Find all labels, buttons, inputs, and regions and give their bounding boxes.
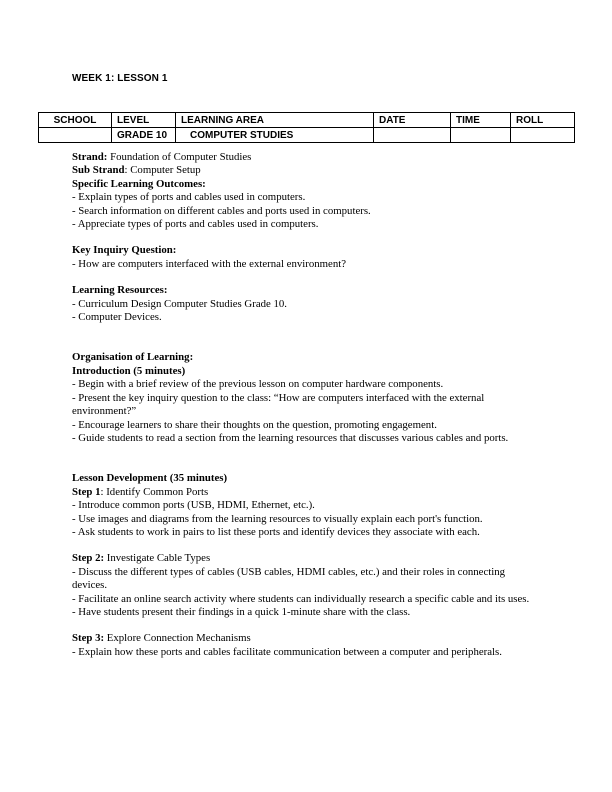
table-header-row: [39, 113, 575, 128]
header-level: LEVEL: [112, 113, 176, 128]
sub-strand-label: Sub Strand: [72, 164, 125, 177]
strand-label: Strand:: [72, 151, 108, 163]
list-item: - Computer Devices.: [72, 311, 162, 324]
sub-strand-value: : Computer Setup: [124, 164, 201, 177]
step-1-heading: Step 1: Identify Common Ports: [72, 485, 209, 498]
lesson-info-table: [38, 112, 575, 143]
header-learning-area: LEARNING AREA: [176, 113, 374, 128]
cell-level: GRADE 10: [112, 128, 176, 143]
list-item: - Have students present their findings in a quick 1-minute share with the class.: [72, 605, 411, 618]
list-item: - Explain types of ports and cables used in computers.: [72, 191, 306, 204]
cell-date: [374, 128, 451, 143]
header-roll: ROLL: [511, 113, 575, 128]
list-item: - Facilitate an online search activity where students can individually research a specific cable and its uses.: [72, 592, 530, 605]
header-time: TIME: [451, 113, 511, 128]
cell-roll: [511, 128, 575, 143]
list-item: - Use images and diagrams from the learning resources to visually explain each port's function.: [72, 512, 483, 525]
list-item: - Discuss the different types of cables (USB cables, HDMI cables, etc.) and their roles in connecting devices.: [72, 565, 506, 592]
step-2-heading: Step 2: Investigate Cable Types: [72, 552, 211, 565]
cell-school: [39, 128, 112, 143]
lesson-content: [72, 151, 542, 659]
list-item: - Begin with a brief review of the previous lesson on computer hardware components.: [72, 378, 444, 391]
list-item: - Encourage learners to share their thoughts on the question, promoting engagement.: [72, 418, 437, 431]
inquiry-heading: Key Inquiry Question:: [72, 244, 177, 257]
organisation-heading: Organisation of Learning:: [72, 351, 194, 364]
list-item: - Present the key inquiry question to the class: “How are computers interfaced with the external environment?”: [72, 391, 485, 418]
list-item: - Search information on different cables and ports used in computers.: [72, 204, 371, 217]
list-item: - Guide students to read a section from the learning resources that discusses various cables and ports.: [72, 431, 509, 444]
header-date: DATE: [374, 113, 451, 128]
list-item: - Appreciate types of ports and cables used in computers.: [72, 218, 319, 231]
lesson-title: WEEK 1: LESSON 1: [72, 73, 168, 84]
step-3-heading: Step 3: Explore Connection Mechanisms: [72, 632, 251, 645]
header-school: SCHOOL: [39, 113, 112, 128]
resources-heading: Learning Resources:: [72, 284, 168, 297]
outcomes-heading: Specific Learning Outcomes:: [72, 177, 206, 190]
table-row: [39, 128, 575, 143]
list-item: - Introduce common ports (USB, HDMI, Ethernet, etc.).: [72, 499, 315, 512]
cell-learning-area: COMPUTER STUDIES: [176, 128, 374, 143]
sub-strand-line: [72, 164, 542, 177]
list-item: - Explain how these ports and cables facilitate communication between a computer and peripherals.: [72, 645, 502, 658]
introduction-heading: Introduction (5 minutes): [72, 364, 186, 377]
strand-value: Foundation of Computer Studies: [107, 151, 252, 163]
strand-line: [72, 151, 542, 164]
development-heading: Lesson Development (35 minutes): [72, 472, 228, 485]
list-item: - Ask students to work in pairs to list these ports and identify devices they associate with each.: [72, 525, 480, 538]
list-item: - How are computers interfaced with the external environment?: [72, 257, 347, 270]
cell-time: [451, 128, 511, 143]
list-item: - Curriculum Design Computer Studies Grade 10.: [72, 297, 288, 310]
